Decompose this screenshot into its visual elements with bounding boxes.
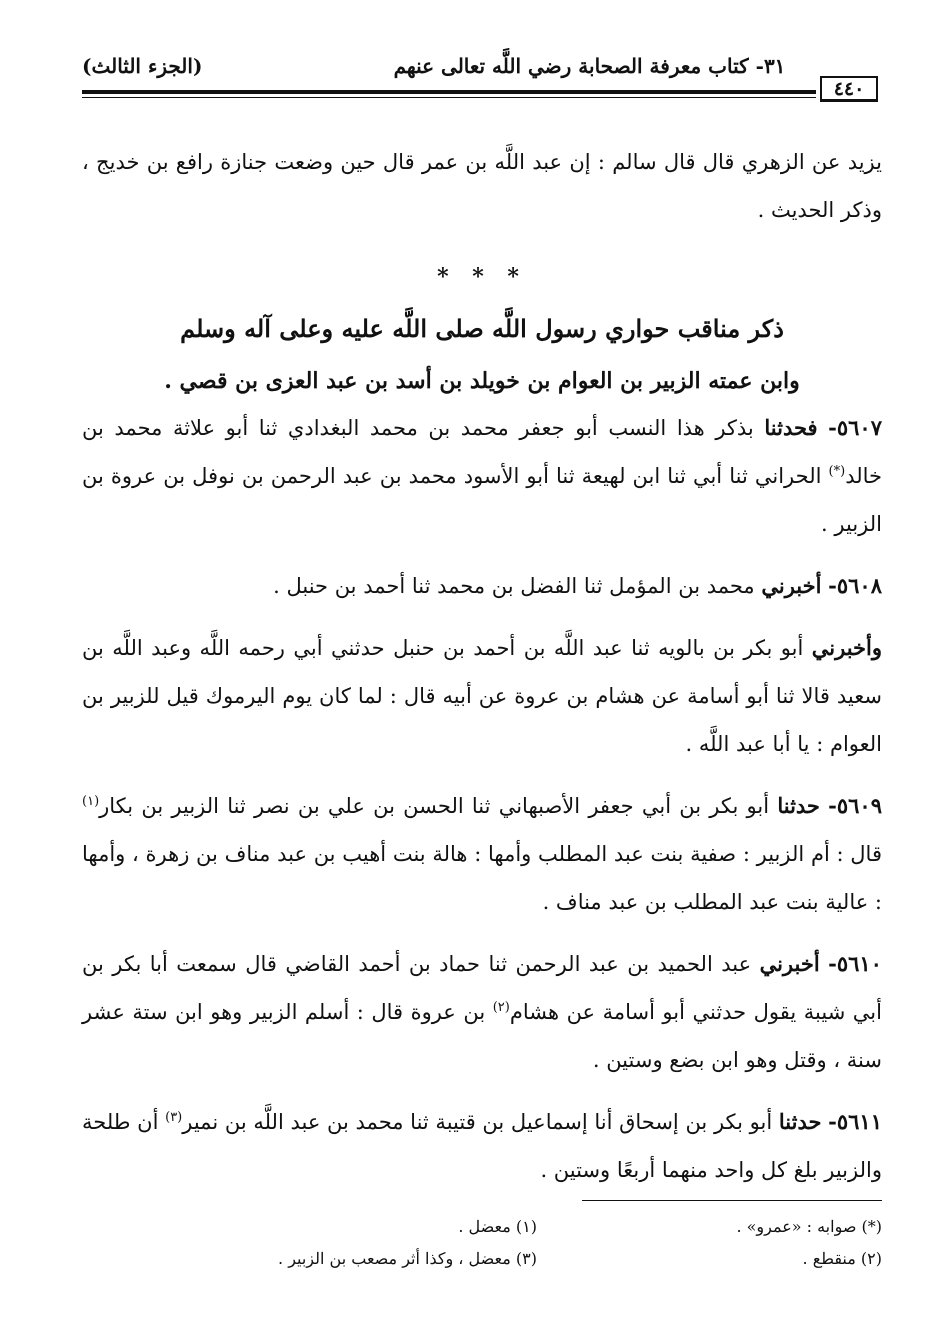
hadith-entry-5611 <box>82 1098 882 1194</box>
hadith-entry-5610 <box>82 940 882 1084</box>
intro-paragraph: يزيد عن الزهري قال قال سالم : إن عبد اللَّه بن عمر قال حين وضعت جنازة رافع بن خديج ، وذكر الحديث . <box>82 150 882 222</box>
chapter-title: ٣١- كتاب معرفة الصحابة رضي اللَّه تعالى عنهم <box>393 54 786 78</box>
entry-text-continued: الحراني ثنا أبي ثنا ابن لهيعة ثنا أبو الأسود محمد بن عبد الرحمن بن نوفل بن عروة بن الزبير . <box>82 464 882 536</box>
footnote-row <box>82 1212 882 1244</box>
entry-text: عبد الحميد بن عبد الرحمن ثنا حماد بن أحمد القاضي قال سمعت أبا بكر بن أبي شيبة يقول حدثني أبو أسامة عن هشام <box>82 952 882 1024</box>
footnote-marker: (٣) <box>165 1110 183 1125</box>
footnote-1: (١) معضل . <box>458 1217 537 1236</box>
entry-text-continued: بن عروة قال : أسلم الزبير وهو ابن ستة عشر سنة ، وقتل وهو ابن بضع وستين . <box>82 1000 882 1072</box>
section-subtitle: وابن عمته الزبير بن العوام بن خويلد بن أسد بن عبد العزى بن قصي . <box>164 368 800 394</box>
entry-text: بذكر هذا النسب أبو جعفر محمد بن محمد البغدادي ثنا أبو علاثة محمد بن خالد <box>82 416 882 488</box>
footnote-divider <box>582 1200 882 1201</box>
section-separator: * * * <box>437 264 527 290</box>
entry-number: ٥٦١٠- <box>828 951 882 976</box>
entry-lead: أخبرني <box>761 573 822 598</box>
volume-label: (الجزء الثالث) <box>82 54 203 78</box>
entry-text: أبو بكر بن بالويه ثنا عبد اللَّه بن أحمد بن حنبل حدثني أبي رحمه اللَّه وعبد اللَّه بن سعيد قالا ثنا أبو أسامة عن هشام بن عروة عن أبيه قال : لما كان يوم اليرموك قيل للزبير بن العوام : يا أبا عبد اللَّه . <box>82 636 882 756</box>
entry-number: ٥٦٠٩- <box>828 793 882 818</box>
section-title: ذكر مناقب حواري رسول اللَّه صلى اللَّه عليه وعلى آله وسلم <box>180 314 784 343</box>
header-rule-thin <box>82 97 816 98</box>
entry-lead: وأخبرني <box>811 635 882 660</box>
entry-lead: حدثنا <box>777 793 820 818</box>
footnote-marker: (*) <box>828 464 846 479</box>
hadith-entry-5608 <box>82 562 882 610</box>
footnote-2: (٢) منقطع . <box>802 1249 882 1268</box>
footnote-3: (٣) معضل ، وكذا أثر مصعب بن الزبير . <box>278 1249 537 1268</box>
footnote-marker: (٢) <box>492 1000 510 1015</box>
footnotes <box>82 1212 882 1276</box>
entry-lead: حدثنا <box>778 1109 822 1134</box>
entry-number: ٥٦٠٧- <box>828 415 882 440</box>
entry-text-continued: أن طلحة والزبير بلغ كل واحد منهما أربعًا وستين . <box>82 1110 882 1182</box>
entry-text: أبو بكر بن إسحاق أنا إسماعيل بن قتيبة ثنا محمد بن عبد اللَّه بن نمير <box>182 1110 773 1134</box>
entry-text: محمد بن المؤمل ثنا الفضل بن محمد ثنا أحمد بن حنبل . <box>273 574 755 598</box>
footnote-row <box>82 1244 882 1276</box>
entry-text: أبو بكر بن أبي جعفر الأصبهاني ثنا الحسن بن علي بن نصر ثنا الزبير بن بكار <box>99 794 770 818</box>
page-number: ٤٤٠ <box>820 76 878 102</box>
page-body <box>82 138 882 1194</box>
hadith-entry-5608-continued <box>82 624 882 768</box>
entry-lead: فحدثنا <box>764 415 818 440</box>
entry-lead: أخبرني <box>759 951 820 976</box>
footnote-marker: (١) <box>82 794 100 809</box>
hadith-entry-5609 <box>82 782 882 926</box>
header-rule-thick <box>82 90 816 94</box>
hadith-entry-5607 <box>82 404 882 548</box>
footnote-star: (*) صوابه : «عمرو» . <box>736 1217 882 1236</box>
page-header <box>82 52 882 102</box>
entry-number: ٥٦١١- <box>828 1109 882 1134</box>
entry-number: ٥٦٠٨- <box>828 573 882 598</box>
entry-text-continued: قال : أم الزبير : صفية بنت عبد المطلب وأمها : هالة بنت أهيب بن عبد مناف بن زهرة ، وأمها : عالية بنت عبد المطلب بن عبد مناف . <box>82 842 882 914</box>
